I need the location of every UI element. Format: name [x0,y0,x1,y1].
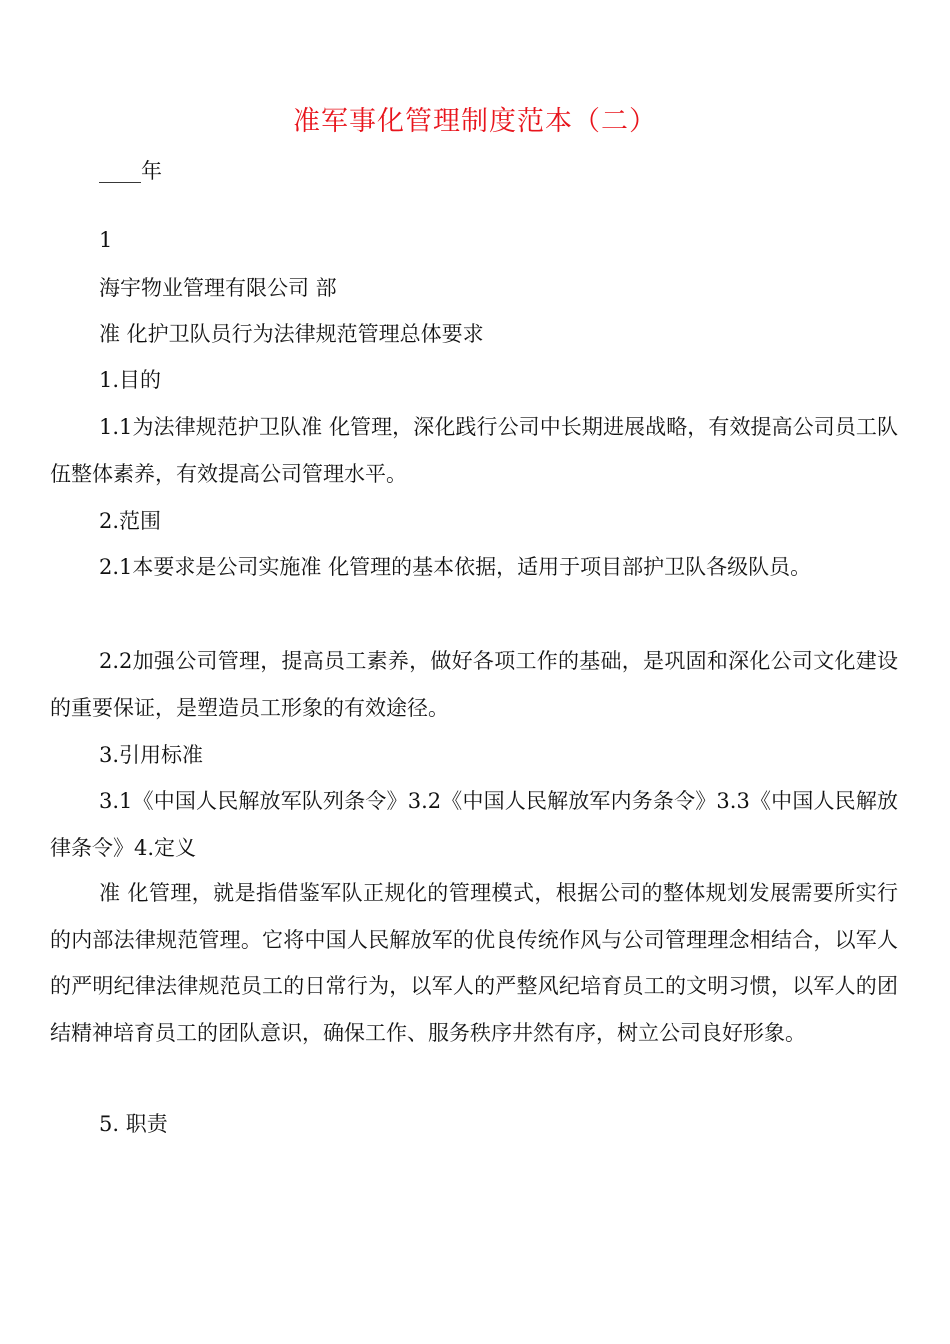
company-line: 海宇物业管理有限公司 部 [99,276,337,300]
paragraph-2-1: 2.1本要求是公司实施准 化管理的基本依据，适用于项目部护卫队各级队员。 [99,555,812,579]
paragraph-2-2: 2.2加强公司管理，提高员工素养，做好各项工作的基础，是巩固和深化公司文化建设的重要保证，是塑造员工形象的有效途径。 [50,649,898,720]
paragraph-definition: 准 化管理，就是指借鉴军队正规化的管理模式，根据公司的整体规划发展需要所实行的内部法律规范管理。它将中国人民解放军的优良传统作风与公司管理理念相结合，以军人的严明纪律法律规范员工的日常行为，以军人的严整风纪培育员工的文明习惯，以军人的团结精神培育员工的团队意识，确保工作、服务秩序井然有序，树立公司良好形象。 [50,881,899,1045]
year-line: ____年 [99,159,162,183]
document-title: 准军事化管理制度范本（二） [293,106,657,137]
section-heading-references: 3.引用标准 [99,743,204,767]
paragraph-references: 3.1《中国人民解放军队列条令》3.2《中国人民解放军内务条令》3.3《中国人民解放 律条令》4.定义 [50,789,898,860]
document-subtitle: 准 化护卫队员行为法律规范管理总体要求 [99,322,484,346]
section-heading-purpose: 1.目的 [99,368,162,392]
section-heading-scope: 2.范围 [99,509,162,533]
page-number: 1 [99,228,113,252]
paragraph-1-1: 1.1为法律规范护卫队准 化管理，深化践行公司中长期进展战略，有效提高公司员工队伍整体素养，有效提高公司管理水平。 [50,415,898,486]
section-heading-duties: 5. 职责 [99,1112,168,1136]
